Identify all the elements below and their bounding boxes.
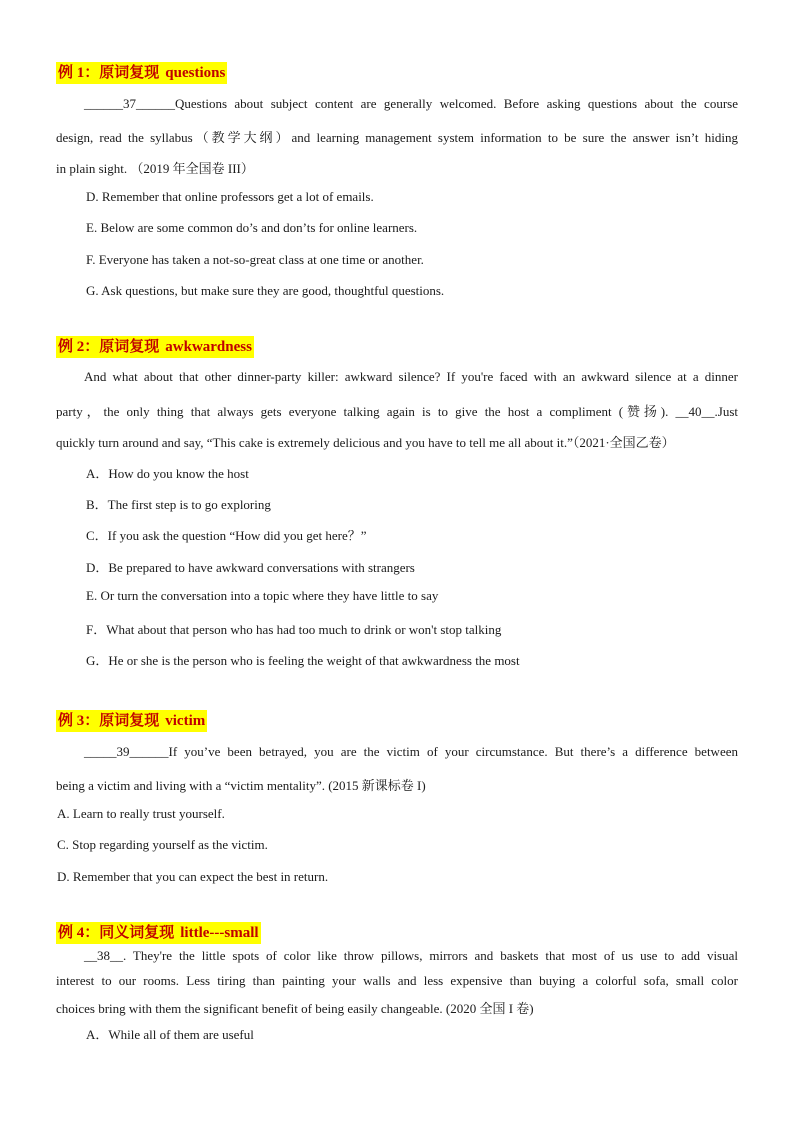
- example-3-label: 例 3：原词复现: [58, 713, 160, 729]
- example-4-keyword: little---small: [180, 925, 259, 941]
- example-4-line-3: choices bring with them the significant benefit of being easily changeable. (2020 全国 I 卷): [56, 1001, 534, 1016]
- example-4-passage: [56, 948, 738, 1028]
- example-3-keyword: victim: [165, 713, 206, 729]
- example-4-label: 例 4：同义词复现: [58, 925, 175, 941]
- example-2-option-f: F．What about that person who has had too much to drink or won't stop talking: [86, 622, 502, 637]
- example-3-option-d: D. Remember that you can expect the best in return.: [57, 869, 329, 884]
- example-1-line-1: ______37______Questions about subject content are generally welcomed. Before asking questions about the course: [84, 96, 738, 111]
- example-4-line-2: interest to our rooms. Less tiring than painting your walls and less expensive than buying a colorful sofa, small color: [56, 973, 738, 988]
- example-2-option-e: E. Or turn the conversation into a topic where they have little to say: [86, 588, 439, 603]
- example-4-heading: [56, 922, 261, 944]
- example-1-label: 例 1：原词复现: [58, 65, 160, 81]
- example-3-line-2: being a victim and living with a “victim mentality”. (2015 新课标卷 I): [56, 778, 426, 793]
- example-4-line-1: __38__. They're the little spots of color like throw pillows, mirrors and baskets that most of us use to add visual: [84, 948, 738, 963]
- example-2-line-2: party，the only thing that always gets everyone talking again is to give the host a compliment (赞扬). __40__.Just: [56, 404, 738, 419]
- example-2-keyword: awkwardness: [165, 339, 252, 355]
- example-1-passage: [56, 96, 738, 186]
- example-2-passage: [56, 369, 738, 459]
- example-3-option-a: A. Learn to really trust yourself.: [57, 806, 225, 821]
- example-1-option-g: G. Ask questions, but make sure they are good, thoughtful questions.: [86, 283, 445, 298]
- example-1-option-d: D. Remember that online professors get a lot of emails.: [86, 189, 374, 204]
- example-4-option-a: A．While all of them are useful: [86, 1027, 254, 1042]
- example-2-line-3: quickly turn around and say, “This cake is extremely delicious and you have to tell me all about it.”（2021·全国乙卷）: [56, 435, 675, 450]
- example-2-option-a: A．How do you know the host: [86, 466, 249, 481]
- example-1-option-e: E. Below are some common do’s and don’ts for online learners.: [86, 220, 418, 235]
- example-1-heading: [56, 62, 227, 84]
- example-2-label: 例 2：原词复现: [58, 339, 160, 355]
- example-1-line-2: design, read the syllabus（教学大纲）and learning management system information to be sure the answer isn’t hiding: [56, 130, 738, 145]
- example-2-heading: [56, 336, 254, 358]
- example-2-option-c: C．If you ask the question “How did you get here？”: [86, 528, 367, 543]
- example-2-option-g: G．He or she is the person who is feeling the weight of that awkwardness the most: [86, 653, 520, 668]
- example-2-option-d: D．Be prepared to have awkward conversations with strangers: [86, 560, 415, 575]
- example-2-line-1: And what about that other dinner-party killer: awkward silence? If you're faced with an awkward silence at a dinner: [84, 369, 738, 384]
- example-2-option-b: B．The first step is to go exploring: [86, 497, 271, 512]
- example-3-option-c: C. Stop regarding yourself as the victim.: [57, 837, 268, 852]
- example-1-keyword: questions: [165, 65, 226, 81]
- example-1-line-3: in plain sight. （2019 年全国卷 III）: [56, 161, 254, 176]
- example-1-option-f: F. Everyone has taken a not-so-great class at one time or another.: [86, 252, 424, 267]
- example-3-line-1: _____39______If you’ve been betrayed, you are the victim of your circumstance. But there’s a difference between: [84, 744, 738, 759]
- example-3-passage: [56, 744, 738, 804]
- example-3-heading: [56, 710, 207, 732]
